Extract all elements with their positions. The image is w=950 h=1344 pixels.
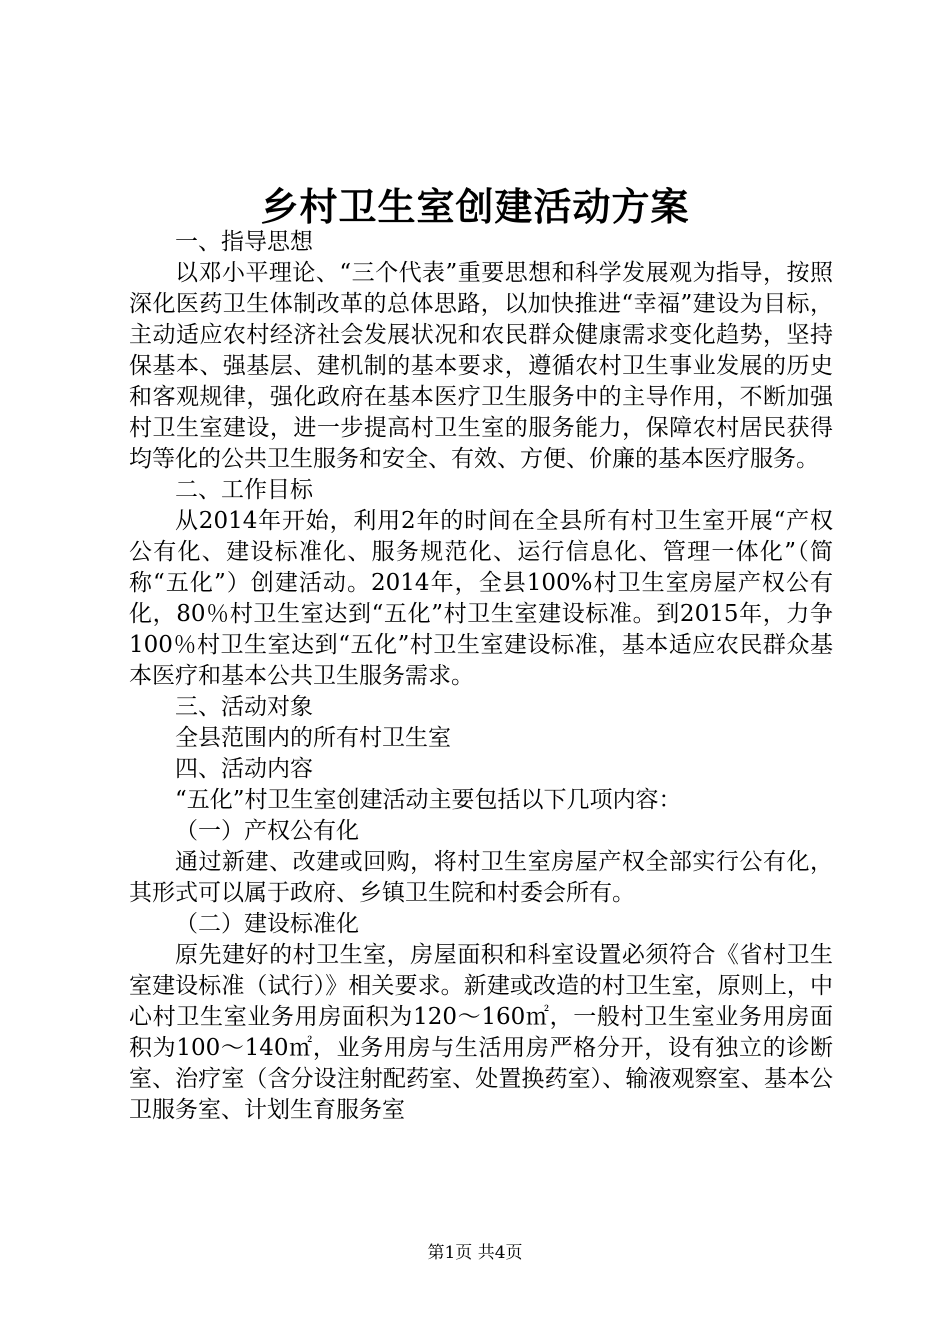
paragraph-work-goals: 从2014年开始，利用2年的时间在全县所有村卫生室开展“产权公有化、建设标准化、服务规范化、运行信息化、管理一体化”（简称“五化”）创建活动。2014年，全县100%村卫生室房屋产权公有化，80％村卫生室达到“五化”村卫生室建设标准。到2015年，力争100％村卫生室达到“五化”村卫生室建设标准，基本适应农民群众基本医疗和基本公共卫生服务需求。: [129, 508, 833, 689]
paragraph-public-ownership: 通过新建、改建或回购，将村卫生室房屋产权全部实行公有化，其形式可以属于政府、乡镇卫生院和村委会所有。: [129, 849, 833, 906]
section-heading-activity-targets: 三、活动对象: [175, 694, 313, 720]
page-number-footer: 第1页 共4页: [427, 1243, 523, 1263]
paragraph-activity-content-intro: “五化”村卫生室创建活动主要包括以下几项内容：: [175, 787, 682, 813]
subheading-construction-standard: （二）建设标准化: [175, 911, 359, 937]
paragraph-activity-targets: 全县范围内的所有村卫生室: [175, 725, 451, 751]
document-body: [129, 227, 833, 1126]
section-heading-guiding-ideology: 一、指导思想: [175, 229, 313, 255]
document-title: 乡村卫生室创建活动方案: [260, 184, 690, 229]
section-heading-work-goals: 二、工作目标: [175, 477, 313, 503]
paragraph-construction-standard: 原先建好的村卫生室，房屋面积和科室设置必须符合《省村卫生室建设标准（试行）》相关要求。新建或改造的村卫生室，原则上，中心村卫生室业务用房面积为120～160㎡，一般村卫生室业务用房面积为100～140㎡，业务用房与生活用房严格分开，设有独立的诊断室、治疗室（含分设注射配药室、处置换药室）、输液观察室、基本公卫服务室、计划生育服务室: [129, 942, 833, 1123]
paragraph-guiding-ideology: 以邓小平理论、“三个代表”重要思想和科学发展观为指导，按照深化医药卫生体制改革的总体思路，以加快推进“幸福”建设为目标，主动适应农村经济社会发展状况和农民群众健康需求变化趋势，坚持保基本、强基层、建机制的基本要求，遵循农村卫生事业发展的历史和客观规律，强化政府在基本医疗卫生服务中的主导作用，不断加强村卫生室建设，进一步提高村卫生室的服务能力，保障农村居民获得均等化的公共卫生服务和安全、有效、方便、价廉的基本医疗服务。: [129, 260, 833, 472]
subheading-public-ownership: （一）产权公有化: [175, 818, 359, 844]
section-heading-activity-content: 四、活动内容: [175, 756, 313, 782]
